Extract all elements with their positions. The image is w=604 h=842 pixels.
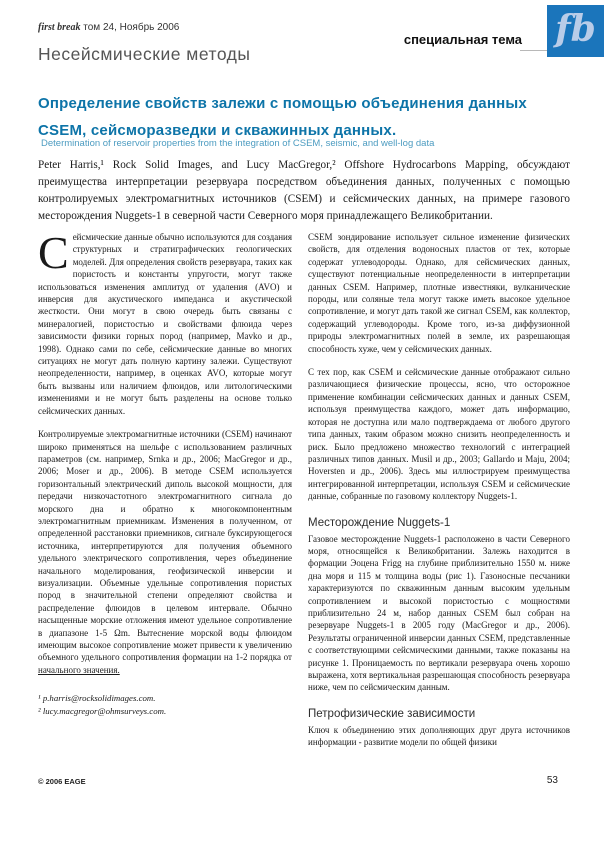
issue-info: том 24, Ноябрь 2006 bbox=[80, 22, 180, 33]
paragraph-text: ейсмические данные обычно используются для создания структурных и стратиграфических геологических моделей. Для определения свойств резервуара, таких как пористость и константы упругости, могут также использоваться изменения амплитуд от удаления (AVO) и инверсия для акустического импеданса и акустической жесткости. Они могут в свою очередь быть связаны с минералогией, пористостью и свойствами флюида через зависимости физики горных пород (например, Mavko и др., 1998). Однако сами по себе, сейсмические данные во многих ситуациях не могут дать полную картину залежи. Существуют неопределенности, например, в оценках AVO, которые могут быть вызваны или наличием флюидов, или литологическими изменениями и не могут быть разделены на основе только сейсмических данных. bbox=[38, 232, 292, 416]
body-paragraph: CSEM зондирование использует сильное изменение физических свойств, для отделения водоносных пластов от тех, которые содержат углеводороды. Однако, для сейсмических данных, существуют потенциальные неопределенности в интерпретации данных CSEM. Например, плотные известняки, вулканические породы, или соляные тела могут также иметь высокое удельное сопротивление, и могут дать такой же сигнал CSEM, как коллектор, содержащий углеводороды. Кроме того, из-за диффузионной природы электромагнитных полей в земле, их разрешающая способность хуже, чем у сейсмических данных. bbox=[308, 232, 570, 354]
article-subtitle-english: Determination of reservoir properties from the integration of CSEM, seismic, and well-log data bbox=[41, 138, 435, 149]
paragraph-text: Контролируемые электромагнитные источники (CSEM) начинают широко применяться на шельфе с использованием различных параметров (см. например, Srnka и др., 2006; MacGregor и др., 2006; Moser и др., 2006). В методе CSEM используется горизонтальный электрический диполь высокой мощности, для передачи низкочастотного электромагнитного сигнала до морского дна и обратно к многокомпонентным электромагнитным приемникам. Изменения в полученном, от определенной расстановки приемников, сигнале буксирующегося источника, интерпретируются для получения объемного удельного электрического сопротивления, через объединение начального моделирования, геофизической инверсии и визуализации. Объемные удельные сопротивления пористых пород в значительной степени определяют свойства и распределение флюидов в целевом интервале. Обычно насыщенные морские отложения имеют удельное сопротивление в диапазоне 1-5 Ωm. Вытеснение морской воды флюидом имеющим высокое сопротивление может привести к увеличению объемного удельного сопротивления формации на 1-2 порядка от bbox=[38, 429, 292, 663]
body-paragraph: Газовое месторождение Nuggets-1 расположено в части Северного моря, относящейся к Великобритании. Залежь находится в формации Эоцена Frigg на глубине приблизительно 1550 м. ниже дна моря и 115 м толщина воды (рис 1). Газоносные песчаники характеризуются по скважинным данным высоким удельным сопротивлением и высокой пористостью с мощностями приблизительно 24 м, набор данных CSEM был собран на резервуаре Nuggets-1 в 2005 году (MacGregor и др., 2006). Результаты ограниченной инверсии данных CSEM, представленные с соответствующими сейсмическими данными, также показаны на рисунке 1. Проницаемость по вертикали резервуара очень хорошо выражена, хотя вертикальная разрешающая способность резервуара ниже, чем по сейсмическим данным. bbox=[308, 533, 570, 693]
subsection-heading-petrophysics: Петрофизические зависимости bbox=[308, 707, 476, 720]
footnote-email-2: ² lucy.macgregor@ohmsurveys.com. bbox=[38, 706, 167, 717]
section-heading: Несейсмические методы bbox=[38, 44, 251, 64]
subsection-heading-nuggets: Месторождение Nuggets-1 bbox=[308, 516, 451, 529]
author-byline: Peter Harris,¹ Rock Solid Images, and Lucy MacGregor,² Offshore Hydrocarbons Mapping, обсуждают преимущества интерпретации резервуара посредством объединения данных, полученных с помощью контролируемых электромагнитных источников (CSEM) и сейсмических данных, на примере газового месторождения Nuggets-1 в северной части Северного моря принадлежащего Великобритании. bbox=[38, 159, 570, 222]
body-paragraph bbox=[38, 428, 292, 676]
body-paragraph: Ключ к объединению этих дополняющих друг друга источников информации - развитие модели по общей физики bbox=[308, 724, 570, 748]
drop-cap: С bbox=[38, 227, 69, 278]
article-title-line-1: Определение свойств залежи с помощью объединения данных bbox=[38, 95, 527, 112]
article-title-line-2: CSEM, сейсморазведки и скважинных данных. bbox=[38, 122, 397, 139]
underlined-phrase: начального значения. bbox=[38, 664, 120, 675]
body-paragraph bbox=[38, 227, 292, 417]
body-paragraph: С тех пор, как CSEM и сейсмические данные отображают сильно различающиеся физические процессы, ясно, что осторожное применение комбинации сейсмических данных и данных CSEM, используя преимущества каждого, может дать информацию, которая не доступна или мало подтверждаема от любого другого типа данных, таким образом можно снизить неопределенность и риск. Было предложено множество технологий с интеграцией различных типов данных. Musil и др., 2003; Gallardo и Maju, 2004; Hoversten и др., 2006). Здесь мы иллюстрируем преимущества интегрированной интерпретации, используя CSEM и сейсмические данные, собранные по газовому коллектору Nuggets-1. bbox=[308, 367, 570, 502]
footnotes-block bbox=[38, 692, 292, 718]
first-break-logo bbox=[547, 5, 604, 57]
article-title bbox=[38, 90, 570, 144]
theme-label: специальная тема bbox=[403, 32, 522, 47]
fb-logo-letters: fb bbox=[555, 8, 596, 50]
page-number: 53 bbox=[546, 775, 558, 786]
copyright-notice: © 2006 EAGE bbox=[38, 777, 86, 786]
footnote-email-1: ¹ p.harris@rocksolidimages.com. bbox=[38, 693, 156, 704]
journal-issue-line bbox=[38, 22, 179, 33]
theme-rule-divider bbox=[520, 50, 547, 51]
journal-name: first break bbox=[38, 22, 81, 33]
right-column bbox=[308, 231, 570, 760]
body-columns bbox=[38, 227, 570, 760]
left-column bbox=[38, 227, 292, 760]
